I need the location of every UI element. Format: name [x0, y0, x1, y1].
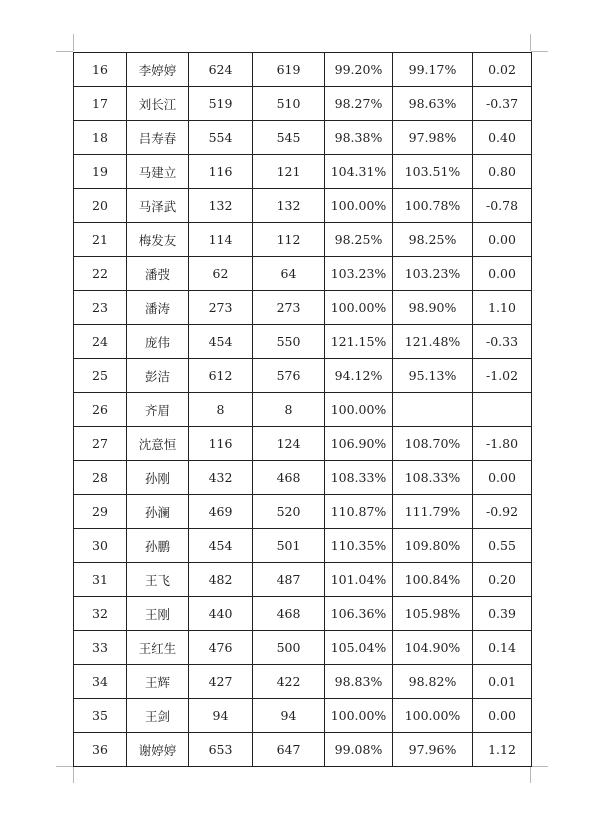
percent-b-cell: 99.17%	[393, 53, 473, 87]
difference-cell: 0.01	[473, 665, 532, 699]
percent-a-cell: 94.12%	[325, 359, 393, 393]
name-cell: 王刚	[127, 597, 189, 631]
value-b-cell: 576	[253, 359, 325, 393]
crop-mark-top-right-horizontal	[531, 51, 548, 52]
name-cell: 沈意恒	[127, 427, 189, 461]
value-b-cell: 520	[253, 495, 325, 529]
name-cell: 王辉	[127, 665, 189, 699]
value-b-cell: 487	[253, 563, 325, 597]
percent-a-cell: 98.38%	[325, 121, 393, 155]
percent-a-cell: 110.87%	[325, 495, 393, 529]
index-cell: 34	[74, 665, 127, 699]
table-row	[74, 529, 532, 563]
difference-cell: 0.80	[473, 155, 532, 189]
difference-cell: -0.92	[473, 495, 532, 529]
table-row	[74, 563, 532, 597]
difference-cell: -0.33	[473, 325, 532, 359]
difference-cell: -1.80	[473, 427, 532, 461]
value-b-cell: 124	[253, 427, 325, 461]
value-a-cell: 653	[189, 733, 253, 767]
percent-b-cell: 108.70%	[393, 427, 473, 461]
index-cell: 29	[74, 495, 127, 529]
percent-b-cell: 98.63%	[393, 87, 473, 121]
name-cell: 彭洁	[127, 359, 189, 393]
index-cell: 22	[74, 257, 127, 291]
index-cell: 24	[74, 325, 127, 359]
value-b-cell: 121	[253, 155, 325, 189]
crop-mark-top-left-horizontal	[56, 51, 73, 52]
value-b-cell: 132	[253, 189, 325, 223]
percent-b-cell: 98.90%	[393, 291, 473, 325]
percent-b-cell: 104.90%	[393, 631, 473, 665]
percent-a-cell: 105.04%	[325, 631, 393, 665]
value-b-cell: 273	[253, 291, 325, 325]
table-row	[74, 393, 532, 427]
value-a-cell: 624	[189, 53, 253, 87]
difference-cell: 1.12	[473, 733, 532, 767]
value-a-cell: 116	[189, 427, 253, 461]
percent-b-cell: 100.84%	[393, 563, 473, 597]
table-row	[74, 461, 532, 495]
crop-mark-bottom-right-horizontal	[531, 766, 548, 767]
index-cell: 36	[74, 733, 127, 767]
value-b-cell: 545	[253, 121, 325, 155]
index-cell: 25	[74, 359, 127, 393]
table-row	[74, 223, 532, 257]
table-body	[74, 53, 532, 767]
index-cell: 17	[74, 87, 127, 121]
data-table	[73, 52, 532, 767]
difference-cell: 0.00	[473, 257, 532, 291]
difference-cell: 0.00	[473, 223, 532, 257]
table-row	[74, 189, 532, 223]
index-cell: 27	[74, 427, 127, 461]
percent-a-cell: 106.90%	[325, 427, 393, 461]
table-row	[74, 495, 532, 529]
table-row	[74, 699, 532, 733]
value-b-cell: 510	[253, 87, 325, 121]
value-a-cell: 273	[189, 291, 253, 325]
percent-b-cell	[393, 393, 473, 427]
name-cell: 王剑	[127, 699, 189, 733]
percent-a-cell: 100.00%	[325, 699, 393, 733]
table-row	[74, 87, 532, 121]
index-cell: 28	[74, 461, 127, 495]
percent-b-cell: 111.79%	[393, 495, 473, 529]
difference-cell: 0.00	[473, 461, 532, 495]
name-cell: 梅发友	[127, 223, 189, 257]
value-a-cell: 554	[189, 121, 253, 155]
value-a-cell: 519	[189, 87, 253, 121]
value-a-cell: 94	[189, 699, 253, 733]
percent-b-cell: 97.98%	[393, 121, 473, 155]
value-a-cell: 8	[189, 393, 253, 427]
value-a-cell: 482	[189, 563, 253, 597]
value-a-cell: 440	[189, 597, 253, 631]
value-b-cell: 468	[253, 597, 325, 631]
table-row	[74, 427, 532, 461]
table-row	[74, 733, 532, 767]
name-cell: 潘弢	[127, 257, 189, 291]
percent-b-cell: 95.13%	[393, 359, 473, 393]
percent-a-cell: 104.31%	[325, 155, 393, 189]
percent-b-cell: 121.48%	[393, 325, 473, 359]
value-b-cell: 619	[253, 53, 325, 87]
percent-a-cell: 101.04%	[325, 563, 393, 597]
value-b-cell: 64	[253, 257, 325, 291]
difference-cell: 0.14	[473, 631, 532, 665]
percent-b-cell: 103.51%	[393, 155, 473, 189]
value-a-cell: 116	[189, 155, 253, 189]
value-b-cell: 550	[253, 325, 325, 359]
crop-mark-bottom-left-vertical	[73, 766, 74, 783]
table-row	[74, 53, 532, 87]
table-row	[74, 155, 532, 189]
value-b-cell: 501	[253, 529, 325, 563]
index-cell: 21	[74, 223, 127, 257]
percent-b-cell: 98.82%	[393, 665, 473, 699]
percent-a-cell: 98.27%	[325, 87, 393, 121]
value-b-cell: 8	[253, 393, 325, 427]
value-a-cell: 132	[189, 189, 253, 223]
value-b-cell: 500	[253, 631, 325, 665]
value-a-cell: 469	[189, 495, 253, 529]
crop-mark-top-right-vertical	[530, 34, 531, 51]
value-b-cell: 647	[253, 733, 325, 767]
table-row	[74, 631, 532, 665]
percent-a-cell: 99.08%	[325, 733, 393, 767]
difference-cell: -0.78	[473, 189, 532, 223]
name-cell: 潘涛	[127, 291, 189, 325]
table-row	[74, 665, 532, 699]
percent-b-cell: 97.96%	[393, 733, 473, 767]
value-a-cell: 454	[189, 325, 253, 359]
crop-mark-bottom-left-horizontal	[56, 766, 73, 767]
value-a-cell: 432	[189, 461, 253, 495]
percent-a-cell: 100.00%	[325, 189, 393, 223]
name-cell: 刘长江	[127, 87, 189, 121]
percent-a-cell: 103.23%	[325, 257, 393, 291]
percent-a-cell: 98.25%	[325, 223, 393, 257]
value-a-cell: 612	[189, 359, 253, 393]
percent-b-cell: 103.23%	[393, 257, 473, 291]
table-row	[74, 359, 532, 393]
percent-b-cell: 100.00%	[393, 699, 473, 733]
index-cell: 33	[74, 631, 127, 665]
difference-cell: 0.02	[473, 53, 532, 87]
percent-a-cell: 106.36%	[325, 597, 393, 631]
name-cell: 庞伟	[127, 325, 189, 359]
name-cell: 谢婷婷	[127, 733, 189, 767]
value-b-cell: 468	[253, 461, 325, 495]
percent-a-cell: 100.00%	[325, 291, 393, 325]
name-cell: 吕寿春	[127, 121, 189, 155]
name-cell: 王红生	[127, 631, 189, 665]
table-row	[74, 325, 532, 359]
difference-cell: 0.00	[473, 699, 532, 733]
index-cell: 16	[74, 53, 127, 87]
table-row	[74, 257, 532, 291]
index-cell: 26	[74, 393, 127, 427]
value-a-cell: 454	[189, 529, 253, 563]
value-a-cell: 427	[189, 665, 253, 699]
difference-cell: 0.40	[473, 121, 532, 155]
percent-a-cell: 108.33%	[325, 461, 393, 495]
percent-a-cell: 121.15%	[325, 325, 393, 359]
percent-a-cell: 99.20%	[325, 53, 393, 87]
index-cell: 19	[74, 155, 127, 189]
difference-cell: -1.02	[473, 359, 532, 393]
percent-b-cell: 98.25%	[393, 223, 473, 257]
index-cell: 18	[74, 121, 127, 155]
table-row	[74, 291, 532, 325]
name-cell: 马建立	[127, 155, 189, 189]
crop-mark-top-left-vertical	[73, 34, 74, 51]
difference-cell: 0.39	[473, 597, 532, 631]
percent-a-cell: 100.00%	[325, 393, 393, 427]
name-cell: 孙澜	[127, 495, 189, 529]
name-cell: 李婷婷	[127, 53, 189, 87]
value-a-cell: 114	[189, 223, 253, 257]
value-a-cell: 476	[189, 631, 253, 665]
difference-cell: 1.10	[473, 291, 532, 325]
table-row	[74, 121, 532, 155]
index-cell: 23	[74, 291, 127, 325]
difference-cell: -0.37	[473, 87, 532, 121]
name-cell: 齐眉	[127, 393, 189, 427]
table-row	[74, 597, 532, 631]
value-b-cell: 94	[253, 699, 325, 733]
percent-b-cell: 105.98%	[393, 597, 473, 631]
index-cell: 31	[74, 563, 127, 597]
index-cell: 32	[74, 597, 127, 631]
name-cell: 孙鹏	[127, 529, 189, 563]
percent-a-cell: 98.83%	[325, 665, 393, 699]
percent-b-cell: 100.78%	[393, 189, 473, 223]
index-cell: 20	[74, 189, 127, 223]
difference-cell: 0.55	[473, 529, 532, 563]
percent-b-cell: 108.33%	[393, 461, 473, 495]
value-a-cell: 62	[189, 257, 253, 291]
crop-mark-bottom-right-vertical	[530, 766, 531, 783]
percent-b-cell: 109.80%	[393, 529, 473, 563]
value-b-cell: 112	[253, 223, 325, 257]
index-cell: 30	[74, 529, 127, 563]
name-cell: 王飞	[127, 563, 189, 597]
value-b-cell: 422	[253, 665, 325, 699]
difference-cell: 0.20	[473, 563, 532, 597]
percent-a-cell: 110.35%	[325, 529, 393, 563]
difference-cell	[473, 393, 532, 427]
name-cell: 马泽武	[127, 189, 189, 223]
index-cell: 35	[74, 699, 127, 733]
name-cell: 孙刚	[127, 461, 189, 495]
